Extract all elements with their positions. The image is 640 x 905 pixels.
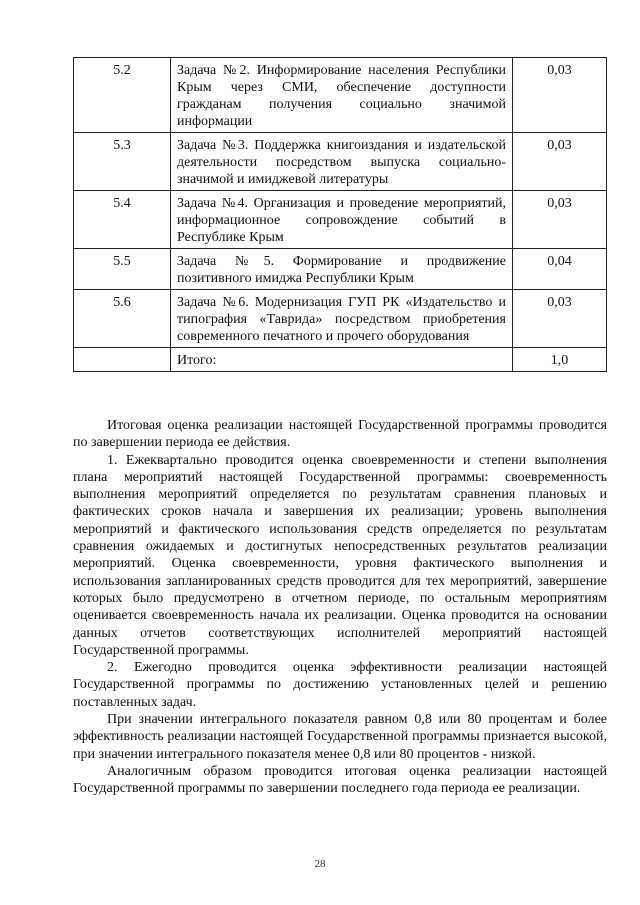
tasks-weight-table xyxy=(73,57,607,372)
total-number xyxy=(74,348,171,372)
table-row xyxy=(74,191,607,249)
weight-value: 0,03 xyxy=(513,290,607,348)
task-description: Задача №5. Формирование и продвижение позитивного имиджа Республики Крым xyxy=(171,249,513,290)
row-number: 5.4 xyxy=(74,191,171,249)
paragraph: Аналогичным образом проводится итоговая оценка реализации настоящей Государственной программы по завершении последнего года периода ее реализации. xyxy=(73,763,607,797)
paragraph: 2. Ежегодно проводится оценка эффективности реализации настоящей Государственной программы по достижению установленных целей и решению поставленных задач. xyxy=(73,660,607,710)
task-description: Задача №6. Модернизация ГУП РК «Издательство и типография «Таврида» посредством приобретения современного печатного и прочего оборудования xyxy=(171,290,513,348)
task-description: Задача №4. Организация и проведение мероприятий, информационное сопровождение событий в Республике Крым xyxy=(171,191,513,249)
table-row xyxy=(74,249,607,290)
paragraph: Итоговая оценка реализации настоящей Государственной программы проводится по завершении периода ее действия. xyxy=(73,418,607,451)
page-number: 28 xyxy=(314,858,326,870)
table-row xyxy=(74,58,607,133)
row-number: 5.6 xyxy=(74,290,171,348)
task-description: Задача №3. Поддержка книгоиздания и издательской деятельности посредством выпуска социально-значимой и имиджевой литературы xyxy=(171,133,513,191)
weight-value: 0,03 xyxy=(513,191,607,249)
task-description: Задача №2. Информирование населения Республики Крым через СМИ, обеспечение доступности гражданам получения социально значимой информации xyxy=(171,58,513,133)
weight-value: 0,03 xyxy=(513,58,607,133)
total-value: 1,0 xyxy=(513,348,607,372)
row-number: 5.3 xyxy=(74,133,171,191)
table-row xyxy=(74,290,607,348)
row-number: 5.2 xyxy=(74,58,171,133)
weight-value: 0,04 xyxy=(513,249,607,290)
body-text xyxy=(73,417,607,798)
total-label: Итого: xyxy=(171,348,513,372)
paragraph: 1. Ежеквартально проводится оценка своевременности и степени выполнения плана мероприятий настоящей Государственной программы: своевременность выполнения мероприятий определяется по результатам сравнения плановых и фактических сроков начала и завершения их реализации; уровень выполнения мероприятий и фактического использования средств определяется по результатам сравнения ожидаемых и достигнутых непосредственных результатов реализации мероприятий. Оценка своевременности, уровня фактического выполнения и использования запланированных средств проводится для тех мероприятий, завершение которых было предусмотрено в отчетном периоде, по остальным мероприятиям оценивается своевременность начала их реализации. Оценка проводится на основании данных отчетов соответствующих исполнителей мероприятий настоящей Государственной программы. xyxy=(73,452,607,658)
row-number: 5.5 xyxy=(74,249,171,290)
table-row xyxy=(74,133,607,191)
paragraph: При значении интегрального показателя равном 0,8 или 80 процентам и более эффективность реализации настоящей Государственной программы признается высокой, при значении интегрального показателя менее 0,8 или 80 процентов - низкой. xyxy=(73,712,607,762)
total-row xyxy=(74,348,607,372)
weight-value: 0,03 xyxy=(513,133,607,191)
